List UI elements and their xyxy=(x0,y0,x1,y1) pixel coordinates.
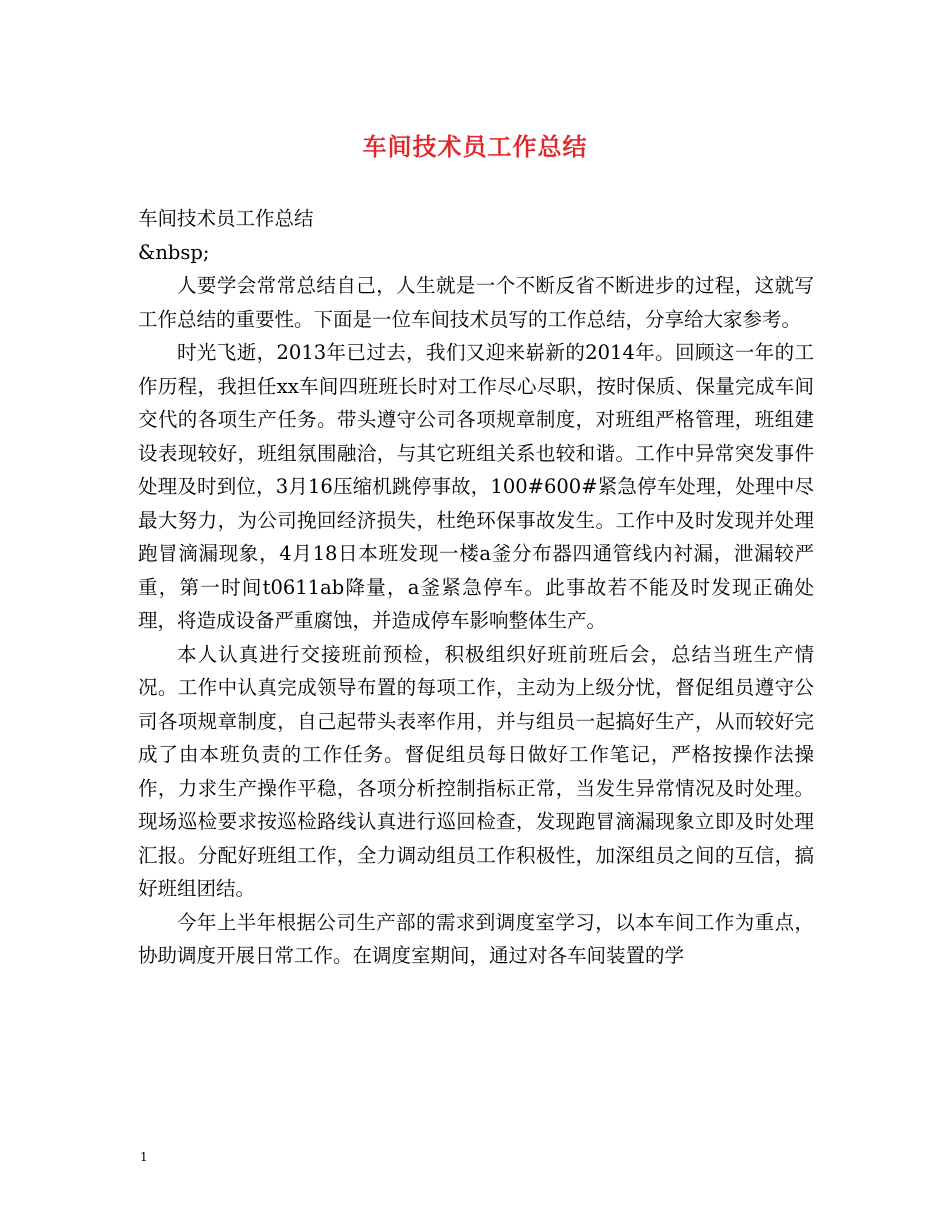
paragraph-dispatch: 今年上半年根据公司生产部的需求到调度室学习，以本车间工作为重点，协助调度开展日常工作。在调度室期间，通过对各车间装置的学 xyxy=(138,910,814,967)
nbsp-line: &nbsp; xyxy=(138,240,210,264)
paragraph-review: 时光飞逝，2013年已过去，我们又迎来崭新的2014年。回顾这一年的工作历程，我担任xx车间四班班长时对工作尽心尽职，按时保质、保量完成车间交代的各项生产任务。带头遵守公司各项规章制度，对班组严格管理，班组建设表现较好，班组氛围融洽，与其它班组关系也较和谐。工作中异常突发事件处理及时到位，3月16压缩机跳停事故，100#600#紧急停车处理，处理中尽最大努力，为公司挽回经济损失，杜绝环保事故发生。工作中及时发现并处理跑冒滴漏现象，4月18日本班发现一楼a釜分布器四通管线内衬漏，泄漏较严重，第一时间t0611ab降量，a釜紧急停车。此事故若不能及时发现正确处理，将造成设备严重腐蚀，并造成停车影响整体生产。 xyxy=(138,341,814,632)
document-title: 车间技术员工作总结 xyxy=(362,132,588,161)
subtitle-line: 车间技术员工作总结 xyxy=(138,207,314,230)
document-body xyxy=(138,202,814,973)
paragraph-shift-work: 本人认真进行交接班前预检，积极组织好班前班后会，总结当班生产情况。工作中认真完成领导布置的每项工作，主动为上级分忧，督促组员遵守公司各项规章制度，自己起带头表率作用，并与组员一起搞好生产，从而较好完成了由本班负责的工作任务。督促组员每日做好工作笔记，严格按操作法操作，力求生产操作平稳，各项分析控制指标正常，当发生异常情况及时处理。现场巡检要求按巡检路线认真进行巡回检查，发现跑冒滴漏现象立即及时处理汇报。分配好班组工作，全力调动组员工作积极性，加深组员之间的互信，搞好班组团结。 xyxy=(138,642,814,900)
paragraph-intro: 人要学会常常总结自己，人生就是一个不断反省不断进步的过程，这就写工作总结的重要性。下面是一位车间技术员写的工作总结，分享给大家参考。 xyxy=(138,274,814,331)
page-number: 1 xyxy=(140,1150,148,1164)
